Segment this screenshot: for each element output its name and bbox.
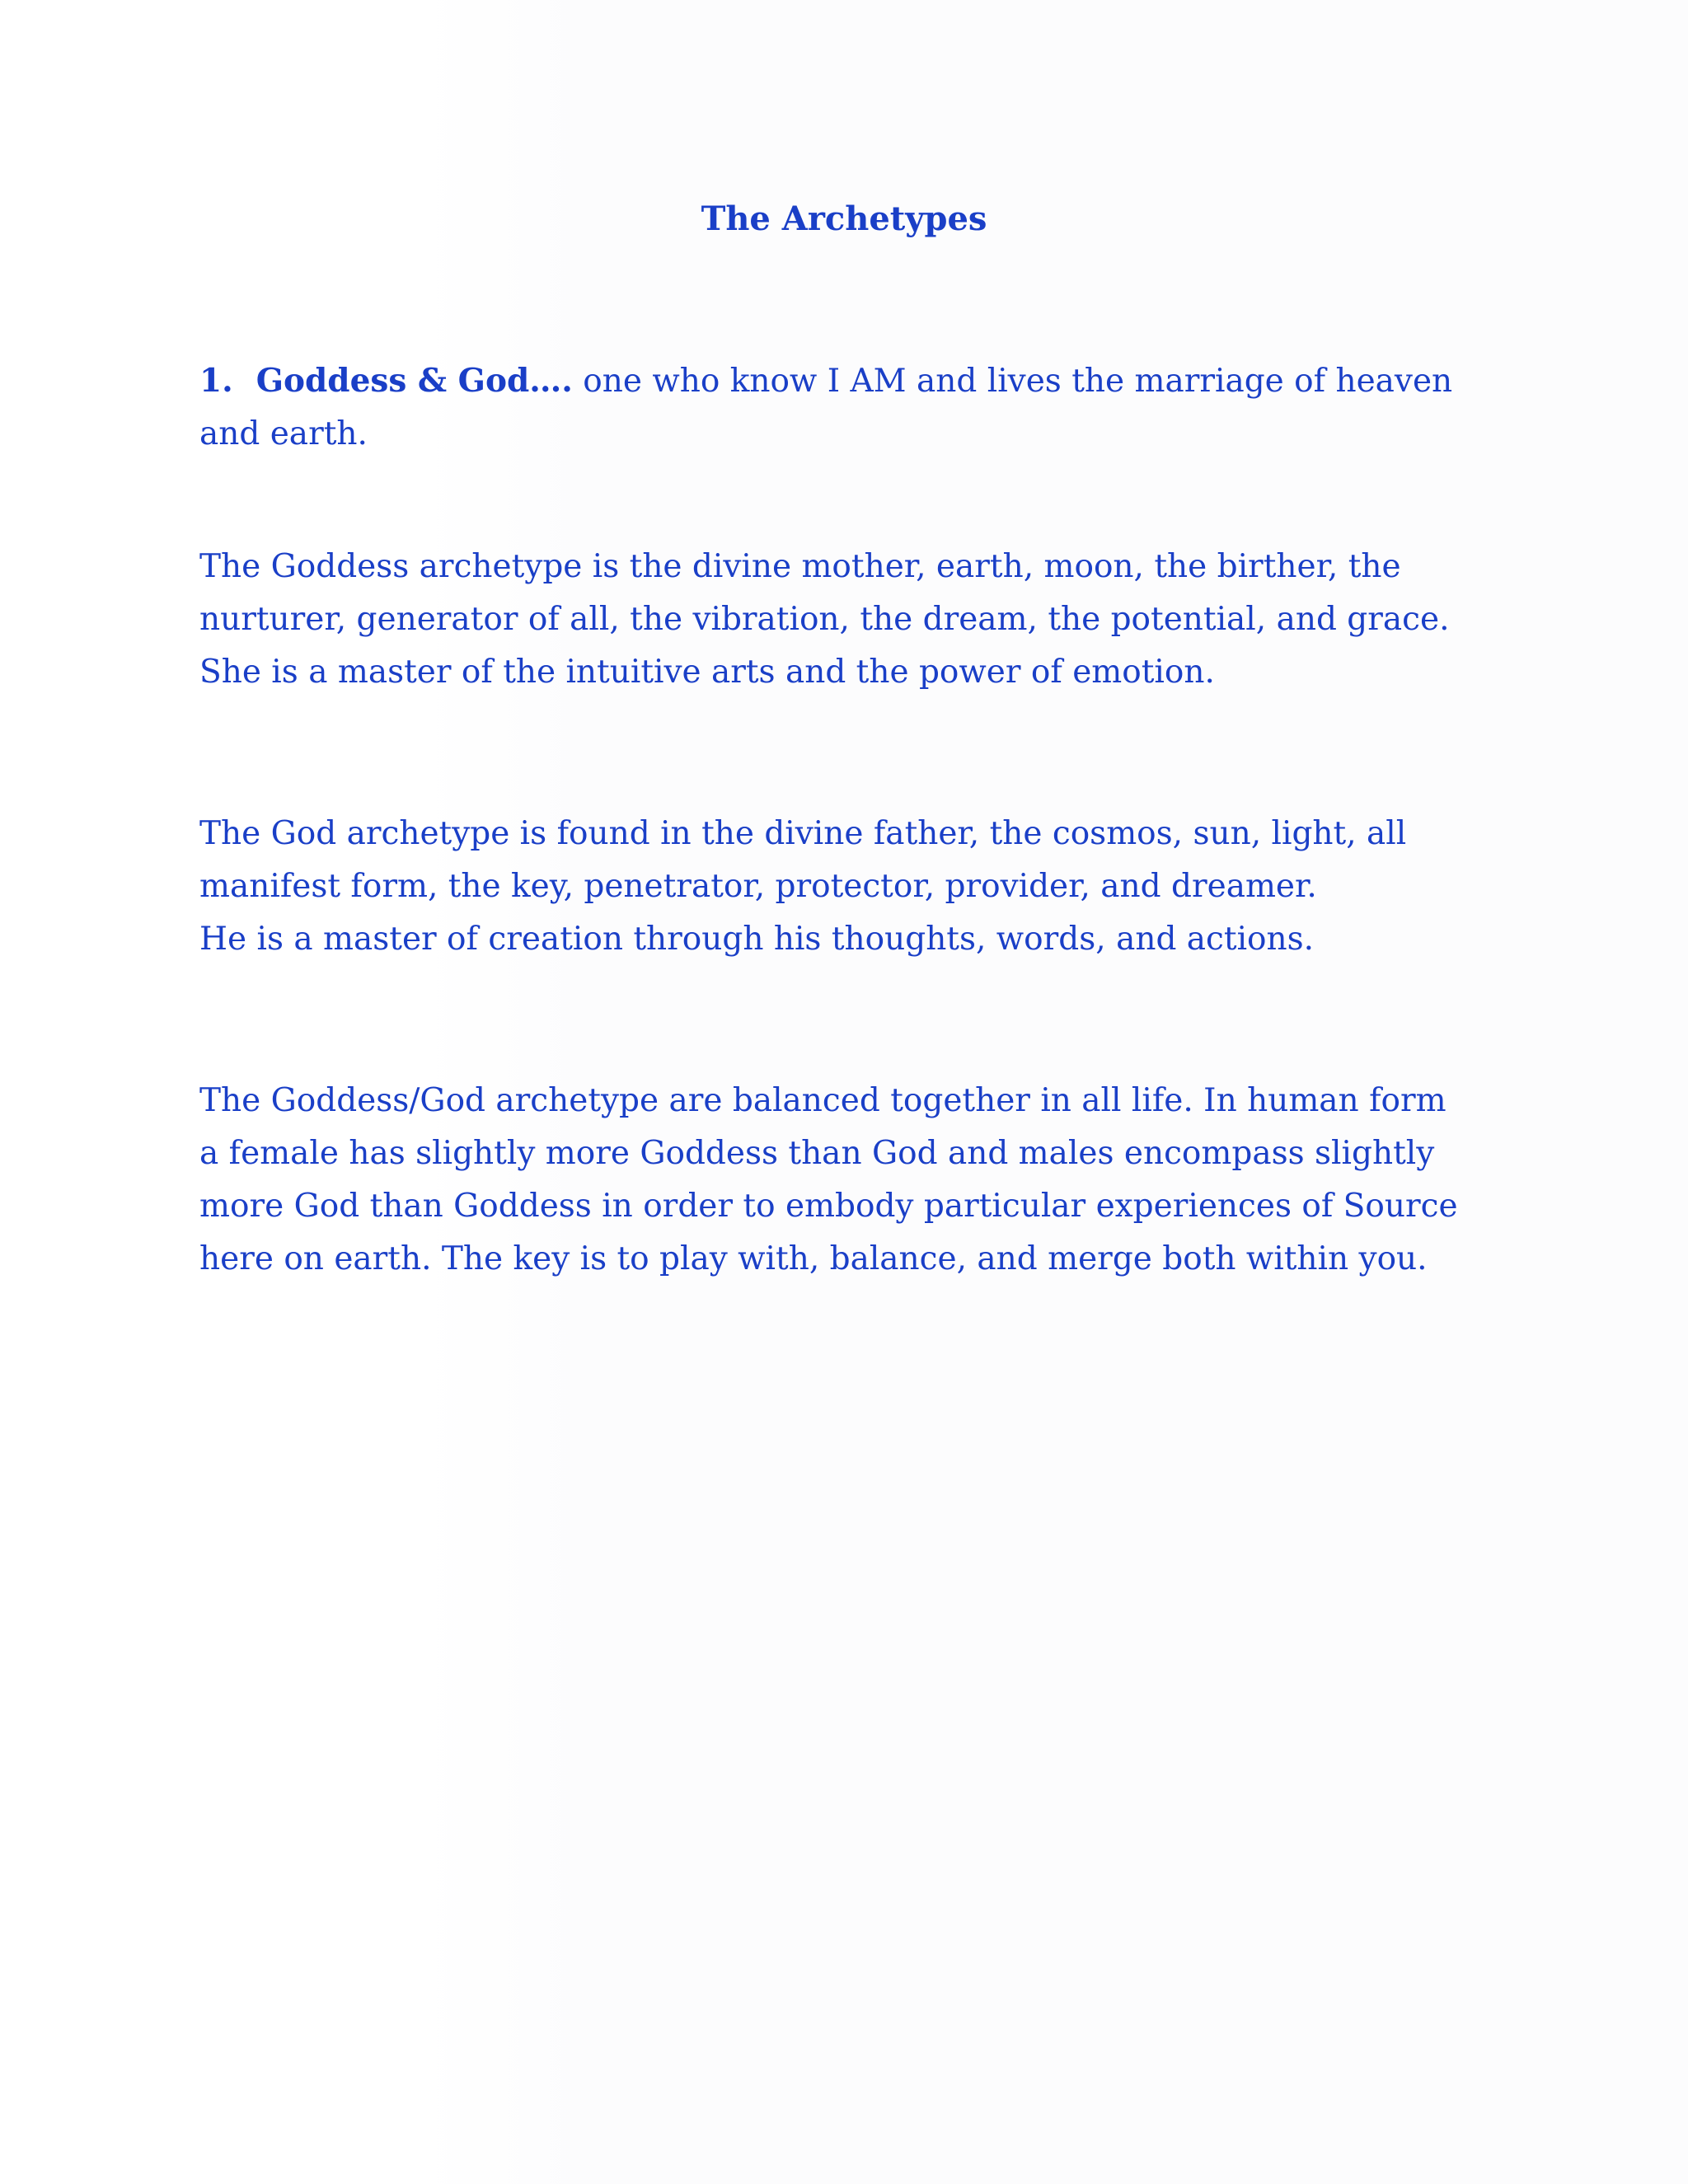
balance-paragraph — [199, 1075, 1485, 1286]
paragraph-line: more God than Goddess in order to embody particular experiences of Source — [199, 1188, 1458, 1225]
paragraph-line: The God archetype is found in the divine father, the cosmos, sun, light, all — [199, 815, 1407, 852]
item-number: 1. — [199, 362, 233, 400]
paragraph-line: manifest form, the key, penetrator, protector, provider, and dreamer. — [199, 868, 1317, 905]
paragraph-line: a female has slightly more Goddess than God and males encompass slightly — [199, 1135, 1435, 1172]
god-paragraph — [199, 808, 1485, 966]
paragraph-line: here on earth. The key is to play with, balance, and merge both within you. — [199, 1240, 1428, 1277]
paragraph-line: She is a master of the intuitive arts and the power of emotion. — [199, 654, 1215, 691]
item-heading: Goddess & God…. — [256, 362, 573, 400]
page-title: The Archetypes — [701, 199, 987, 238]
paragraph-line: The Goddess archetype is the divine mother, earth, moon, the birther, the — [199, 548, 1401, 585]
item-1-continuation: and earth. — [199, 415, 368, 452]
item-1-first-line — [199, 354, 1485, 408]
goddess-paragraph — [199, 541, 1485, 699]
paragraph-line: He is a master of creation through his thoughts, words, and actions. — [199, 921, 1315, 958]
paragraph-line: nurturer, generator of all, the vibration, the dream, the potential, and grace. — [199, 601, 1450, 638]
item-lead-text: one who know I AM and lives the marriage of heaven — [572, 363, 1453, 400]
paragraph-line: The Goddess/God archetype are balanced together in all life. In human form — [199, 1082, 1447, 1119]
archetype-item-1 — [199, 354, 1485, 461]
